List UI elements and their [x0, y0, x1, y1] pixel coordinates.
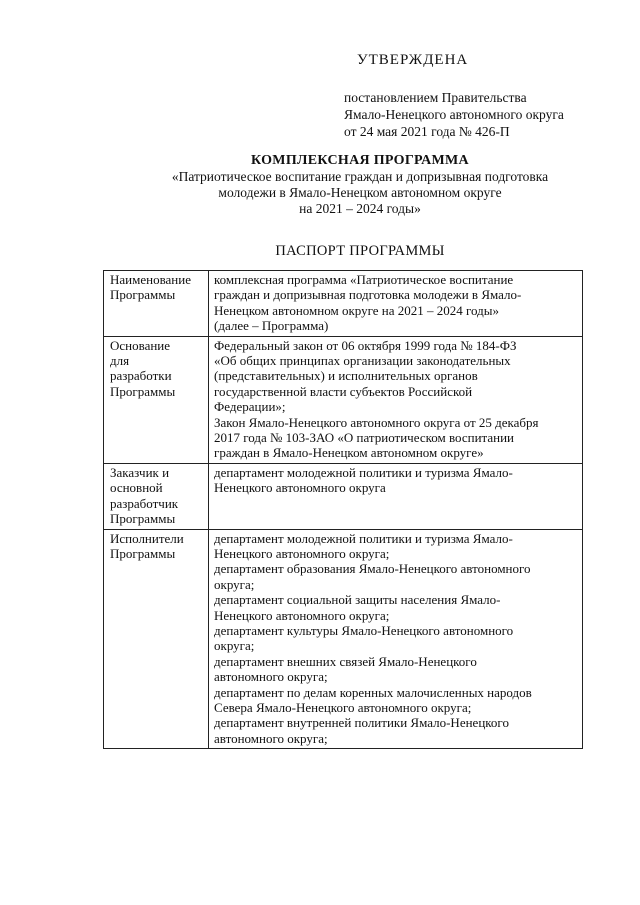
row-content-line: (представительных) и исполнительных органов	[214, 368, 478, 384]
table-row	[104, 336, 583, 463]
row-content-line: 2017 года № 103-ЗАО «О патриотическом воспитании	[214, 430, 515, 446]
row-label-cell	[104, 271, 209, 337]
row-content-line: Ненецкого автономного округа	[214, 480, 386, 496]
row-label-line: Исполнители	[110, 530, 184, 546]
program-subtitle-line: на 2021 – 2024 годы»	[299, 201, 421, 216]
program-subtitle-line: молодежи в Ямало-Ненецком автономном округе	[218, 185, 502, 200]
row-label-line: Заказчик и	[110, 464, 170, 480]
approval-block	[344, 89, 564, 140]
row-content-line: автономного округа;	[214, 669, 328, 685]
row-content-line: Ненецкого автономного округа;	[214, 607, 390, 623]
row-label-line: Программы	[110, 287, 176, 303]
table-row	[104, 529, 583, 749]
row-content-line: департамент образования Ямало-Ненецкого автономного	[214, 561, 531, 577]
passport-title: ПАСПОРТ ПРОГРАММЫ	[275, 243, 445, 259]
row-content-line: Федеральный закон от 06 октября 1999 года № 184-ФЗ	[214, 337, 517, 353]
row-content-line: государственной власти субъектов Российской	[214, 383, 473, 399]
row-label-line: разработчик	[110, 495, 179, 511]
row-label-line: Программы	[110, 383, 176, 399]
row-label-line: основной	[110, 480, 163, 496]
program-heading	[100, 153, 620, 217]
row-content-line: (далее – Программа)	[214, 318, 329, 334]
row-content-line: Закон Ямало-Ненецкого автономного округа от 25 декабря	[214, 414, 539, 430]
row-content-line: департамент молодежной политики и туризма Ямало-	[214, 464, 513, 480]
row-label-cell	[104, 336, 209, 463]
row-label-cell	[104, 529, 209, 749]
row-content-line: комплексная программа «Патриотическое воспитание	[214, 272, 514, 287]
row-content-line: департамент социальной защиты населения Ямало-	[214, 592, 501, 608]
row-content-line: округа;	[214, 638, 255, 654]
row-content-line: граждан в Ямало-Ненецком автономном округе»	[214, 445, 484, 461]
row-label-line: разработки	[110, 368, 172, 384]
row-label-line: Программы	[110, 545, 176, 561]
row-content-cell	[209, 271, 583, 337]
row-label-cell	[104, 463, 209, 529]
row-content-line: округа;	[214, 576, 255, 592]
row-content-line: граждан и допризывная подготовка молодежи в Ямало-	[214, 287, 522, 303]
approval-line: от 24 мая 2021 года № 426-П	[344, 124, 510, 139]
row-label-line: для	[110, 353, 130, 369]
row-content-cell	[209, 463, 583, 529]
row-content-line: департамент молодежной политики и туризма Ямало-	[214, 530, 513, 546]
row-label-line: Наименование	[110, 272, 191, 287]
row-content-cell	[209, 529, 583, 749]
program-subtitle-line: «Патриотическое воспитание граждан и допризывная подготовка	[171, 169, 549, 184]
row-content-line: Федерации»;	[214, 399, 286, 415]
row-content-line: Ненецком автономном округе на 2021 – 2024 годы»	[214, 302, 499, 318]
row-content-line: департамент внутренней политики Ямало-Ненецкого	[214, 715, 509, 731]
approval-line: Ямало-Ненецкого автономного округа	[344, 107, 564, 122]
row-content-line: автономного округа;	[214, 730, 328, 746]
row-label-line: Программы	[110, 511, 176, 527]
row-content-line: «Об общих принципах организации законодательных	[214, 353, 511, 369]
table-row	[104, 463, 583, 529]
program-title: КОМПЛЕКСНАЯ ПРОГРАММА	[251, 153, 469, 168]
row-content-line: Севера Ямало-Ненецкого автономного округа;	[214, 699, 472, 715]
row-label-line: Основание	[110, 337, 171, 353]
approval-line: постановлением Правительства	[344, 90, 527, 105]
row-content-line: департамент по делам коренных малочисленных народов	[214, 684, 532, 700]
row-content-line: Ненецкого автономного округа;	[214, 545, 390, 561]
approval-title: УТВЕРЖДЕНА	[357, 52, 469, 68]
table-row	[104, 271, 583, 337]
row-content-cell	[209, 336, 583, 463]
row-content-line: департамент внешних связей Ямало-Ненецкого	[214, 653, 477, 669]
row-content-line: департамент культуры Ямало-Ненецкого автономного	[214, 622, 514, 638]
passport-table	[103, 270, 583, 749]
